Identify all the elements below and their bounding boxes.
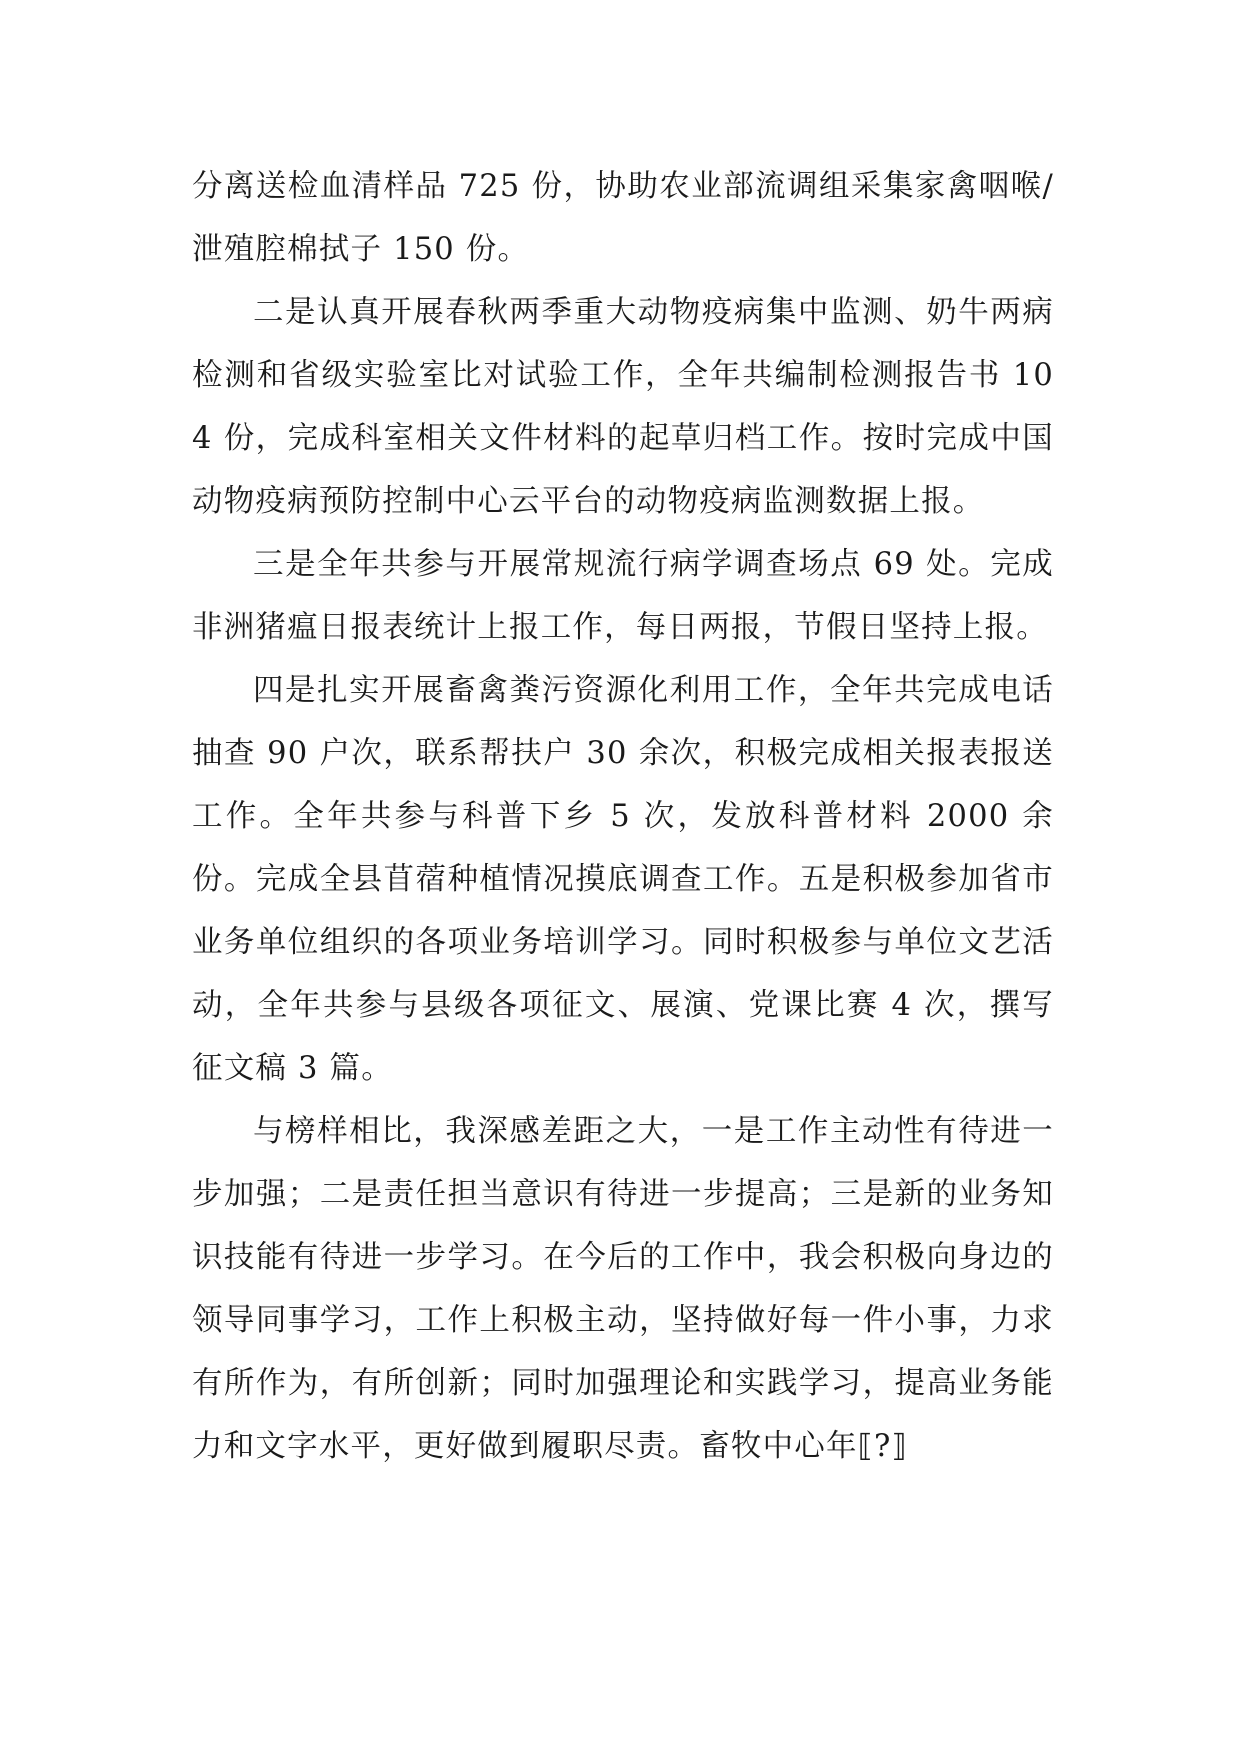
paragraph-self-reflection: 与榜样相比，我深感差距之大，一是工作主动性有待进一步加强；二是责任担当意识有待进一步提高；三是新的业务知识技能有待进一步学习。在今后的工作中，我会积极向身边的领导同事学习，工作上积极主动，坚持做好每一件小事，力求有所作为，有所创新；同时加强理论和实践学习，提高业务能力和文字水平，更好做到履职尽责。畜牧中心年⟦?⟧ (192, 1114, 1054, 1464)
paragraph-manure-utilization: 四是扎实开展畜禽粪污资源化利用工作，全年共完成电话抽查 90 户次，联系帮扶户 30 余次，积极完成相关报表报送工作。全年共参与科普下乡 5 次，发放科普材料 2000 余份。完成全县苜蓿种植情况摸底调查工作。五是积极参加省市业务单位组织的各项业务培训学习。同时积极参与单位文艺活动，全年共参与县级各项征文、展演、党课比赛 4 次，撰写征文稿 3 篇。 (192, 673, 1054, 1086)
paragraph-sample-collection: 分离送检血清样品 725 份，协助农业部流调组采集家禽咽喉/泄殖腔棉拭子 150 份。 (192, 169, 1054, 267)
paragraph-monitoring-work: 二是认真开展春秋两季重大动物疫病集中监测、奶牛两病检测和省级实验室比对试验工作，全年共编制检测报告书 104 份，完成科室相关文件材料的起草归档工作。按时完成中国动物疫病预防控制中心云平台的动物疫病监测数据上报。 (192, 295, 1054, 519)
document-body (192, 155, 1054, 1478)
paragraph-epidemiological-survey: 三是全年共参与开展常规流行病学调查场点 69 处。完成非洲猪瘟日报表统计上报工作，每日两报，节假日坚持上报。 (192, 547, 1054, 645)
